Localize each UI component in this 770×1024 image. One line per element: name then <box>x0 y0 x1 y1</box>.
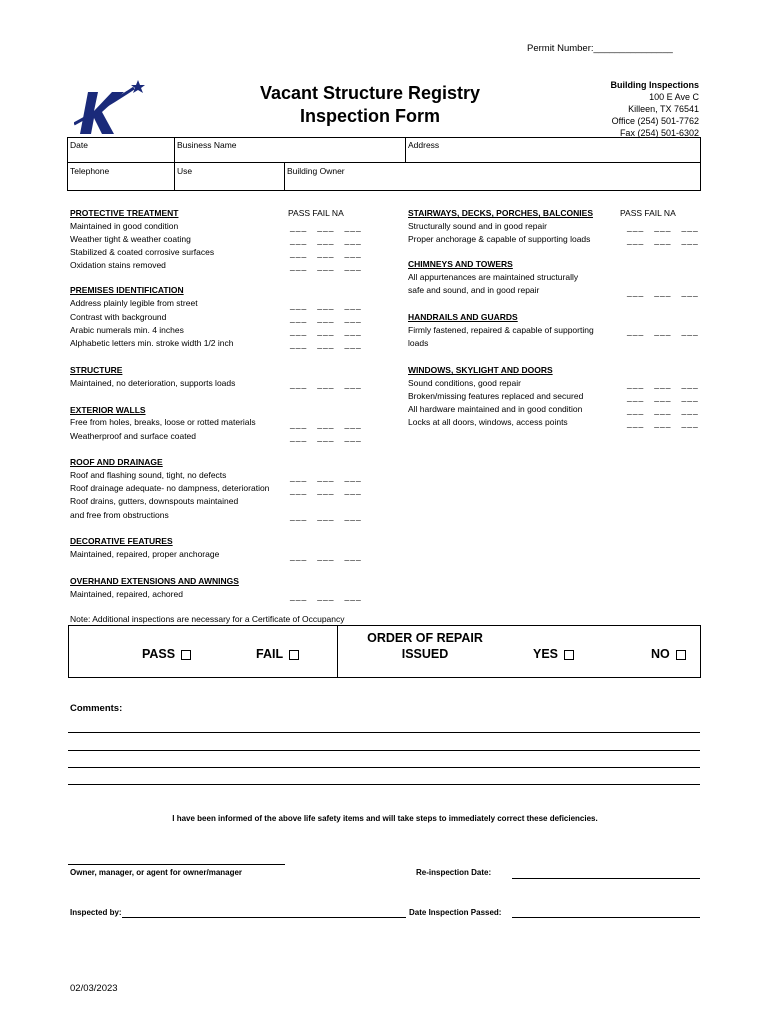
section-title: PREMISES IDENTIFICATION <box>70 285 184 295</box>
item-label: Roof drainage adequate- no dampness, deterioration <box>70 483 270 493</box>
item-label: Alphabetic letters min. stroke width 1/2 inch <box>70 338 234 348</box>
check-blanks[interactable]: ___ ___ ___ <box>290 551 362 561</box>
reinspection-date-label: Re-inspection Date: <box>416 868 492 877</box>
check-blanks[interactable]: ___ ___ ___ <box>627 392 699 402</box>
section-title: STRUCTURE <box>70 365 123 375</box>
section-title: DECORATIVE FEATURES <box>70 536 173 546</box>
no-label: NO <box>651 647 670 661</box>
item-label: Locks at all doors, windows, access points <box>408 417 568 427</box>
pass-checkbox[interactable] <box>181 650 191 660</box>
date-passed-label: Date Inspection Passed: <box>409 908 502 917</box>
occupancy-note: Note: Additional inspections are necessary for a Certificate of Occupancy <box>70 614 345 624</box>
check-blanks[interactable]: ___ ___ ___ <box>627 379 699 389</box>
section-title: CHIMNEYS AND TOWERS <box>408 259 513 269</box>
telephone-field[interactable]: Telephone <box>70 166 110 176</box>
item-label: Maintained in good condition <box>70 221 179 231</box>
office-name: Building Inspections <box>610 80 699 90</box>
check-blanks[interactable]: ___ ___ ___ <box>290 313 362 323</box>
date-passed-line[interactable] <box>512 917 700 918</box>
item-label: Roof drains, gutters, downspouts maintained <box>70 496 239 506</box>
no-option[interactable] <box>651 647 686 661</box>
right-pass-fail-na-header: PASS FAIL NA <box>620 208 676 218</box>
section-title: WINDOWS, SKYLIGHT AND DOORS <box>408 365 553 375</box>
check-blanks[interactable]: ___ ___ ___ <box>290 261 362 271</box>
section-title: PROTECTIVE TREATMENT <box>70 208 179 218</box>
item-label: Stabilized & coated corrosive surfaces <box>70 247 215 257</box>
check-blanks[interactable]: ___ ___ ___ <box>290 472 362 482</box>
no-checkbox[interactable] <box>676 650 686 660</box>
building-owner-field[interactable]: Building Owner <box>287 166 345 176</box>
form-title-line2: Inspection Form <box>299 106 440 126</box>
use-field[interactable]: Use <box>177 166 193 176</box>
check-blanks[interactable]: ___ ___ ___ <box>290 379 362 389</box>
item-label: and free from obstructions <box>70 510 169 520</box>
yes-label: YES <box>533 647 559 661</box>
check-blanks[interactable]: ___ ___ ___ <box>290 591 362 601</box>
item-label: Oxidation stains removed <box>70 260 166 270</box>
check-blanks[interactable]: ___ ___ ___ <box>627 418 699 428</box>
info-table <box>67 137 701 191</box>
item-label: Weather tight & weather coating <box>70 234 191 244</box>
section-title: EXTERIOR WALLS <box>70 405 146 415</box>
address-field[interactable]: Address <box>408 140 440 150</box>
acknowledgement-text: I have been informed of the above life safety items and will take steps to immediately correct these deficiencies. <box>172 814 598 823</box>
check-blanks[interactable]: ___ ___ ___ <box>290 485 362 495</box>
owner-signature-line[interactable] <box>68 864 285 865</box>
item-label: Maintained, no deterioration, supports loads <box>70 378 236 388</box>
fail-option[interactable] <box>256 647 299 661</box>
check-blanks[interactable]: ___ ___ ___ <box>627 235 699 245</box>
yes-checkbox[interactable] <box>564 650 574 660</box>
item-label: safe and sound, and in good repair <box>408 285 540 295</box>
section-title: STAIRWAYS, DECKS, PORCHES, BALCONIES <box>408 208 593 218</box>
office-fax: Fax (254) 501-6302 <box>619 128 699 138</box>
check-blanks[interactable]: ___ ___ ___ <box>290 339 362 349</box>
logo-k-icon <box>74 78 154 138</box>
item-label: All hardware maintained and in good condition <box>408 404 583 414</box>
order-of-repair-label: ORDER OF REPAIR <box>367 631 483 645</box>
item-label: Proper anchorage & capable of supporting loads <box>408 234 591 244</box>
item-label: Firmly fastened, repaired & capable of supporting <box>408 325 594 335</box>
owner-signature-label: Owner, manager, or agent for owner/manager <box>70 868 243 877</box>
permit-number: Permit Number:_______________ <box>527 43 673 54</box>
section-title: OVERHAND EXTENSIONS AND AWNINGS <box>70 576 239 586</box>
item-label: Address plainly legible from street <box>70 298 198 308</box>
check-blanks[interactable]: ___ ___ ___ <box>290 326 362 336</box>
check-blanks[interactable]: ___ ___ ___ <box>290 300 362 310</box>
item-label: Arabic numerals min. 4 inches <box>70 325 184 335</box>
footer-date: 02/03/2023 <box>70 983 118 994</box>
check-blanks[interactable]: ___ ___ ___ <box>290 235 362 245</box>
yes-option[interactable] <box>533 647 574 661</box>
item-label: Roof and flashing sound, tight, no defects <box>70 470 227 480</box>
check-blanks[interactable]: ___ ___ ___ <box>290 222 362 232</box>
order-issued-label: ISSUED <box>401 647 449 661</box>
office-phone: Office (254) 501-7762 <box>611 116 699 126</box>
item-label: All appurtenances are maintained structurally <box>408 272 579 282</box>
date-field[interactable]: Date <box>70 140 88 150</box>
inspected-by-label: Inspected by: <box>70 908 122 917</box>
item-label: Sound conditions, good repair <box>408 378 521 388</box>
check-blanks[interactable]: ___ ___ ___ <box>627 222 699 232</box>
office-address1: 100 E Ave C <box>649 92 699 102</box>
city-logo <box>74 78 154 138</box>
left-pass-fail-na-header: PASS FAIL NA <box>288 208 344 218</box>
item-label: Weatherproof and surface coated <box>70 431 197 441</box>
check-blanks[interactable]: ___ ___ ___ <box>290 248 362 258</box>
comment-line[interactable] <box>68 784 700 785</box>
comment-line[interactable] <box>68 767 700 768</box>
item-label: Contrast with background <box>70 312 167 322</box>
item-label: Broken/missing features replaced and secured <box>408 391 584 401</box>
reinspection-date-line[interactable] <box>512 878 700 879</box>
pass-label: PASS <box>142 647 176 661</box>
check-blanks[interactable]: ___ ___ ___ <box>627 326 699 336</box>
comment-line[interactable] <box>68 732 700 733</box>
item-label: Structurally sound and in good repair <box>408 221 547 231</box>
comment-line[interactable] <box>68 750 700 751</box>
fail-checkbox[interactable] <box>289 650 299 660</box>
section-title: ROOF AND DRAINAGE <box>70 457 163 467</box>
check-blanks[interactable]: ___ ___ ___ <box>627 405 699 415</box>
item-label: Maintained, repaired, proper anchorage <box>70 549 220 559</box>
form-title-line1: Vacant Structure Registry <box>259 83 481 103</box>
inspected-by-line[interactable] <box>122 917 406 918</box>
comments-label: Comments: <box>70 703 123 714</box>
check-blanks[interactable]: ___ ___ ___ <box>627 287 699 297</box>
check-blanks[interactable]: ___ ___ ___ <box>290 511 362 521</box>
check-blanks[interactable]: ___ ___ ___ <box>290 432 362 442</box>
fail-label: FAIL <box>256 647 284 661</box>
item-label: Free from holes, breaks, loose or rotted materials <box>70 417 256 427</box>
item-label: Maintained, repaired, achored <box>70 589 183 599</box>
office-address2: Killeen, TX 76541 <box>628 104 699 114</box>
item-label: loads <box>408 338 429 348</box>
section-title: HANDRAILS AND GUARDS <box>408 312 518 322</box>
check-blanks[interactable]: ___ ___ ___ <box>290 419 362 429</box>
pass-option[interactable] <box>142 647 191 661</box>
business-name-field[interactable]: Business Name <box>177 140 237 150</box>
